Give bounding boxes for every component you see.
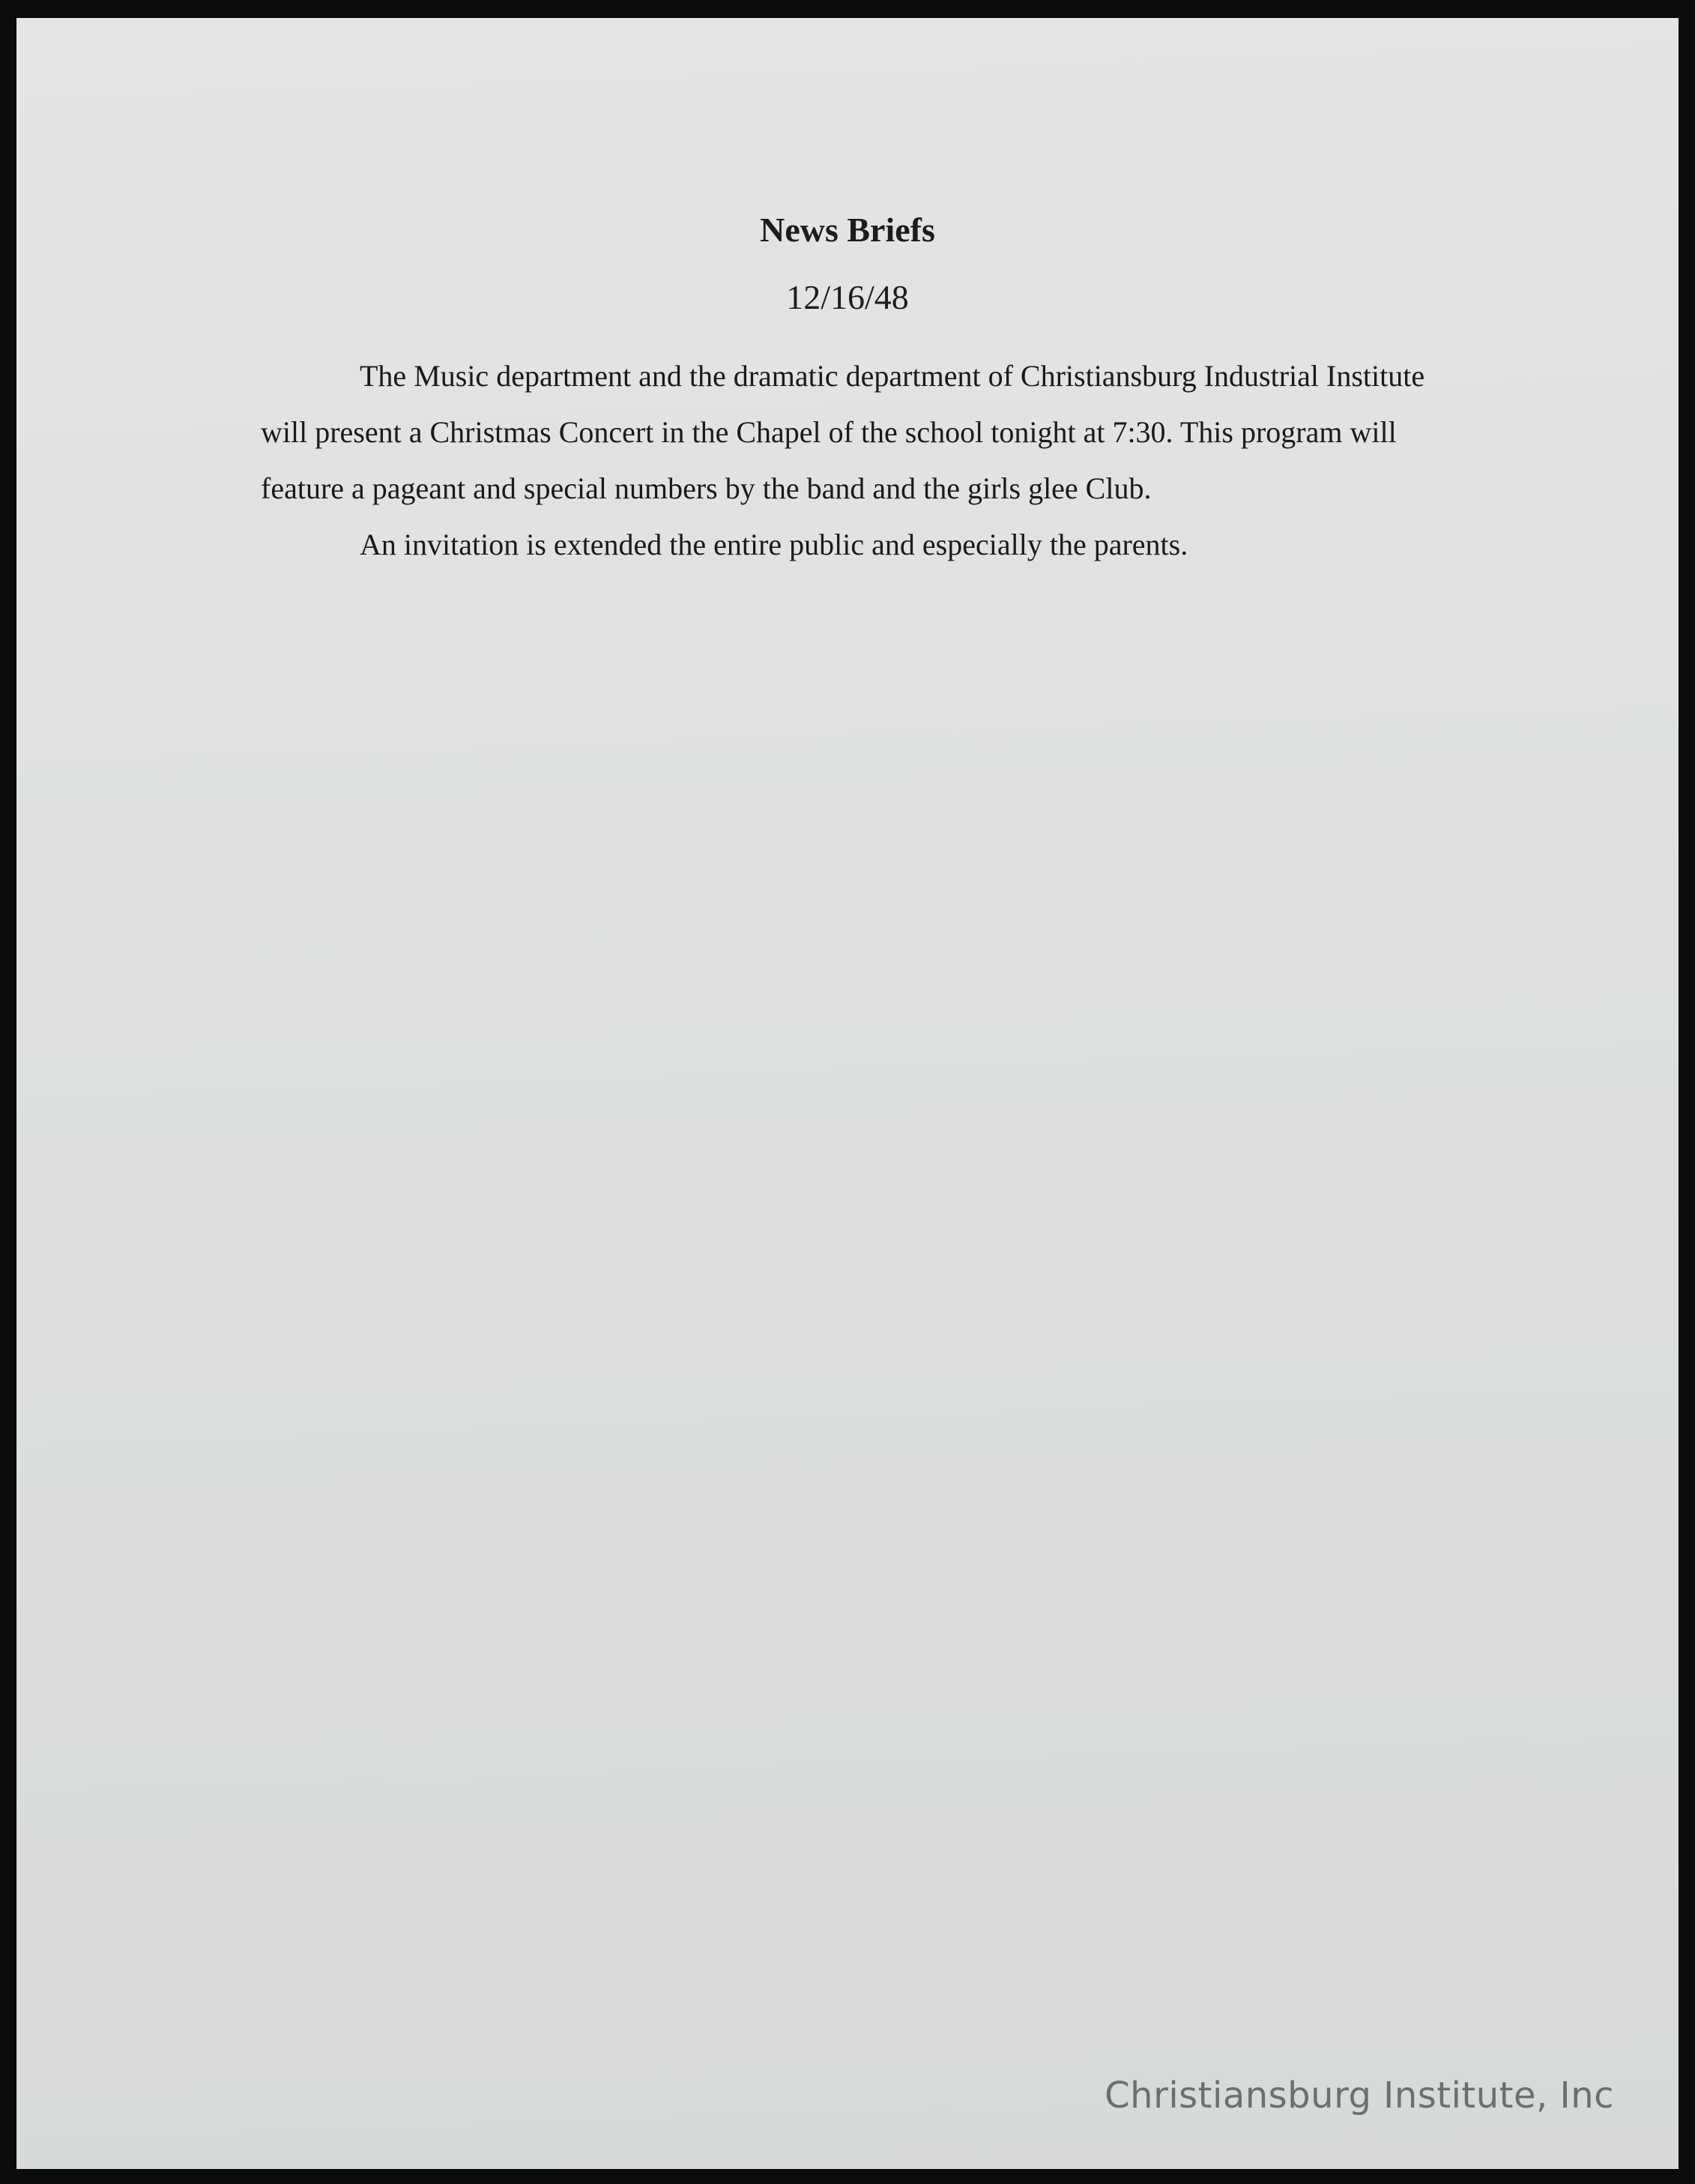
paragraph-concert-announcement: The Music department and the dramatic department of Christiansburg Industrial Institute will present a Christmas Concert in the Chapel of the school tonight at 7:30. This program will feature a pageant and special numbers by the band and the girls glee Club. — [261, 359, 1425, 505]
document-body — [261, 348, 1445, 573]
paragraph-invitation: An invitation is extended the entire public and especially the parents. — [360, 528, 1188, 561]
document-page — [16, 18, 1679, 2169]
document-date: 12/16/48 — [786, 278, 909, 316]
archive-watermark: Christiansburg Institute, Inc — [1105, 2075, 1614, 2117]
document-title: News Briefs — [760, 211, 935, 249]
